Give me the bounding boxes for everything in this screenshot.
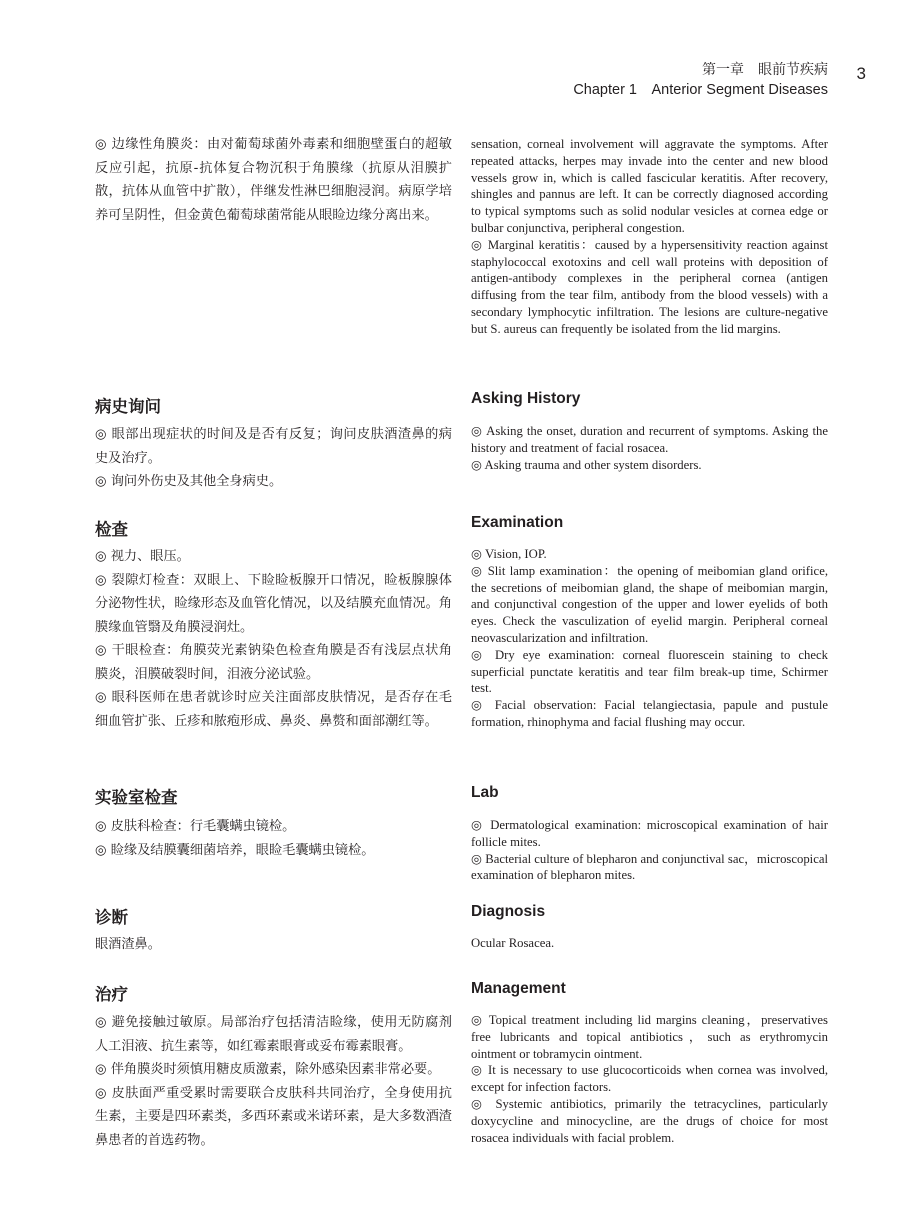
section-heading-diagnosis-en: Diagnosis	[471, 903, 546, 920]
section-heading-management-en: Management	[471, 980, 566, 997]
lab-en	[471, 817, 828, 884]
exam-en	[471, 546, 828, 731]
paragraph: ◎ 避免接触过敏原。局部治疗包括清洁睑缘，使用无防腐剂人工泪液、抗生素等，如红霉素眼膏或妥布霉素眼膏。	[95, 1015, 452, 1054]
paragraph: Ocular Rosacea.	[471, 936, 555, 950]
section-heading-lab-en: Lab	[471, 784, 499, 801]
paragraph: ◎ 皮肤面严重受累时需要联合皮肤科共同治疗，全身使用抗生素，主要是四环素类，多西环素或米诺环素，是大多数酒渣鼻患者的首选药物。	[95, 1085, 452, 1148]
management-cn	[95, 1011, 452, 1152]
history-en	[471, 423, 828, 473]
paragraph: ◎ It is necessary to use glucocorticoids when cornea was involved, except for infection factors.	[471, 1063, 828, 1095]
section-heading-history-en: Asking History	[471, 390, 581, 407]
paragraph: ◎ 干眼检查：角膜荧光素钠染色检查角膜是否有浅层点状角膜炎，泪膜破裂时间，泪液分泌试验。	[95, 643, 452, 682]
paragraph: ◎ Dry eye examination: corneal fluorescein staining to check superficial punctate keratitis and tear film break-up time, Schirmer test.	[471, 647, 828, 696]
paragraph: ◎ 边缘性角膜炎：由对葡萄球菌外毒素和细胞壁蛋白的超敏反应引起，抗原-抗体复合物沉积于角膜缘（抗原从泪膜扩散，抗体从血管中扩散），伴继发性淋巴细胞浸润。病原学培养可呈阴性，但金黄色葡萄球菌常能从眼睑边缘分离出来。	[95, 137, 452, 223]
lab-cn	[95, 815, 452, 862]
management-en	[471, 1012, 828, 1146]
chapter-title-en: Chapter 1 Anterior Segment Diseases	[573, 82, 828, 98]
running-header	[573, 60, 828, 100]
history-cn	[95, 423, 452, 494]
section-heading-history-cn: 病史询问	[95, 397, 161, 416]
diagnosis-cn	[95, 933, 452, 957]
paragraph: ◎ Asking the onset, duration and recurrent of symptoms. Asking the history and treatment of facial rosacea.	[471, 424, 828, 455]
paragraph: ◎ Facial observation: Facial telangiectasia, papule and pustule formation, rhinophyma and facial flushing may occur.	[471, 698, 828, 729]
paragraph: sensation, corneal involvement will aggravate the symptoms. After repeated attacks, herpes may invade into the center and new blood vessels grow in, which is called fascicular keratitis. After recovery, shingles and pannus are left. It can be correctly diagnosed according to typical symptoms such as solid nodular vesicles at cornea edge or bulbar conjunctiva, peripheral congestion.	[471, 137, 828, 235]
section-heading-exam-cn: 检查	[95, 520, 128, 539]
chapter-title-cn: 第一章 眼前节疾病	[702, 62, 828, 78]
section-heading-management-cn: 治疗	[95, 985, 128, 1004]
paragraph: ◎ 伴角膜炎时须慎用糖皮质激素，除外感染因素非常必要。	[95, 1062, 441, 1077]
section-heading-exam-en: Examination	[471, 514, 564, 531]
paragraph: ◎ 裂隙灯检查：双眼上、下睑睑板腺开口情况，睑板腺腺体分泌物性状，睑缘形态及血管化情况，以及结膜充血情况。角膜缘血管翳及角膜浸润灶。	[95, 572, 452, 635]
section-heading-lab-cn: 实验室检查	[95, 788, 178, 807]
paragraph: ◎ 眼科医师在患者就诊时应关注面部皮肤情况，是否存在毛细血管扩张、丘疹和脓疱形成、鼻炎、鼻赘和面部潮红等。	[95, 690, 452, 729]
exam-cn	[95, 545, 452, 733]
paragraph: ◎ Marginal keratitis：caused by a hypersensitivity reaction against staphylococcal exotoxins and cell wall proteins with deposition of antigen-antibody complexes in the peripheral cornea (antigen diffusing from the tear film, antibody from the blood vessels) with a secondary lymphocytic infiltration. The lesions are culture-negative but S. aureus can frequently be isolated from the lid margins.	[471, 237, 828, 336]
paragraph: ◎ 皮肤科检查：行毛囊螨虫镜检。	[95, 819, 296, 834]
page-number: 3	[856, 64, 866, 83]
paragraph: ◎ 眼部出现症状的时间及是否有反复；询问皮肤酒渣鼻的病史及治疗。	[95, 427, 452, 466]
paragraph: ◎ Dermatological examination: microscopical examination of hair follicle mites.	[471, 818, 828, 849]
paragraph: ◎ Systemic antibiotics, primarily the tetracyclines, particularly doxycycline and minocycline, are the drugs of choice for most rosacea individuals with facial problem.	[471, 1096, 828, 1145]
paragraph: ◎ Topical treatment including lid margins cleaning，preservatives free lubricants and topical antibiotics，such as erythromycin ointment or tobramycin ointment.	[471, 1013, 828, 1061]
paragraph: ◎ 睑缘及结膜囊细菌培养，眼睑毛囊螨虫镜检。	[95, 842, 375, 858]
intro-en	[471, 136, 828, 338]
section-heading-diagnosis-cn: 诊断	[95, 908, 128, 927]
paragraph: ◎ 视力、眼压。	[95, 549, 190, 564]
paragraph: ◎ Bacterial culture of blepharon and conjunctival sac，microscopical examination of blepharon mites.	[471, 851, 828, 883]
paragraph: ◎ Asking trauma and other system disorders.	[471, 457, 702, 472]
paragraph: 眼酒渣鼻。	[95, 937, 161, 952]
paragraph: ◎ 询问外伤史及其他全身病史。	[95, 474, 283, 489]
paragraph: ◎ Vision, IOP.	[471, 547, 547, 561]
diagnosis-en	[471, 935, 828, 952]
intro-cn	[95, 133, 452, 227]
paragraph: ◎ Slit lamp examination：the opening of meibomian gland orifice, the secretions of meibomian gland, the shape of meibomian margin, and conjunctival congestion of the upper and lower eyelids of both eyes. Check the vasculization of eyelid margin. Peripheral corneal neovascularization and infiltration.	[471, 563, 828, 645]
